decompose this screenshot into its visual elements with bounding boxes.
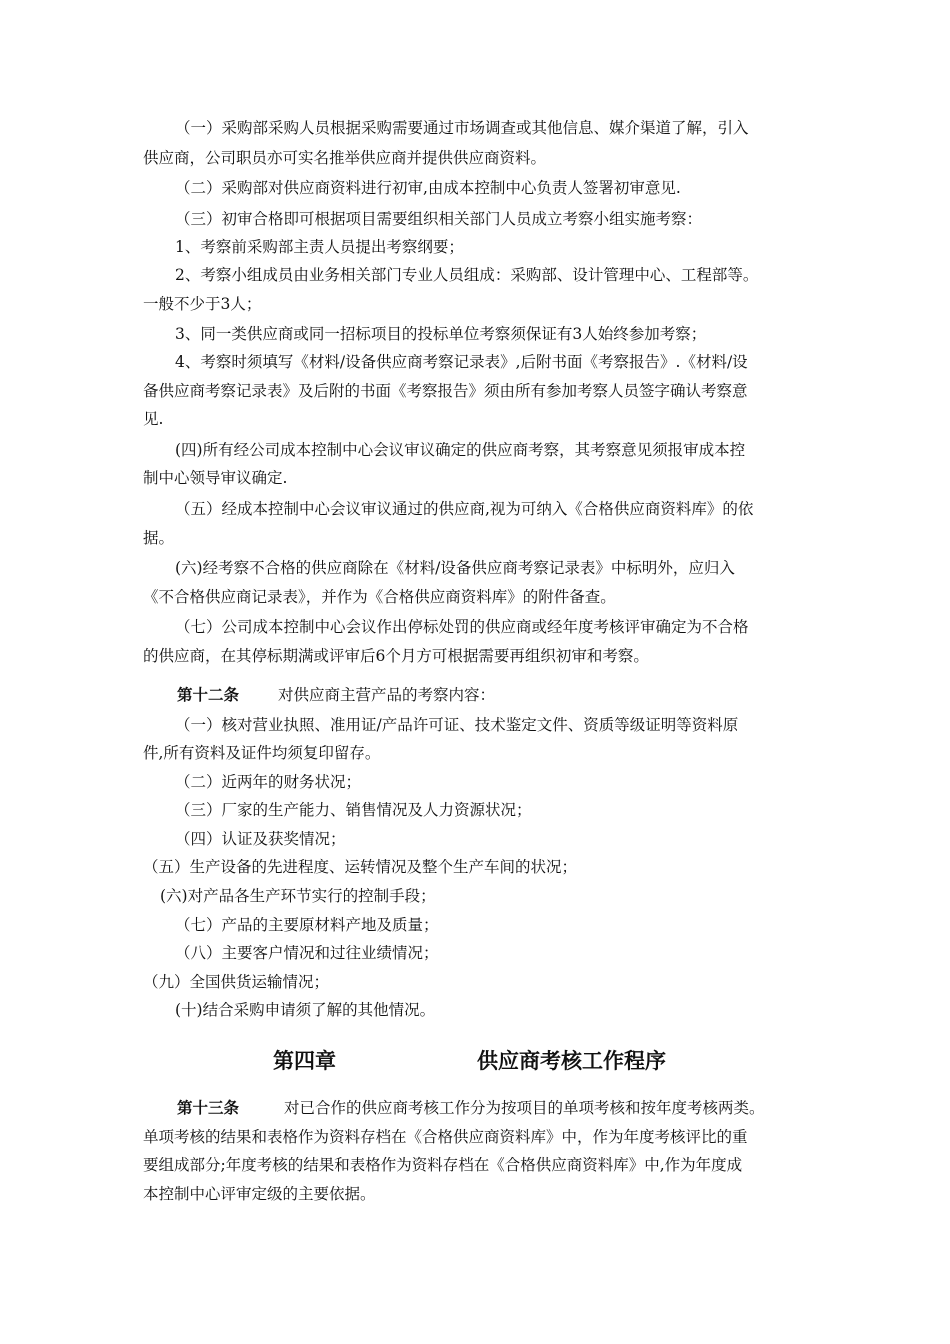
article-12-text: 对供应商主营产品的考察内容： (278, 686, 496, 704)
article-13-line: 本控制中心评审定级的主要依据。 (143, 1185, 376, 1203)
paragraph-line: 备供应商考察记录表》及后附的书面《考察报告》须由所有参加考察人员签字确认考察意 (143, 382, 748, 400)
paragraph-line: 一般不少于3人； (143, 295, 262, 313)
paragraph-line: （一）采购部采购人员根据采购需要通过市场调查或其他信息、媒介渠道了解，引入 (175, 119, 749, 137)
list-item: （四）认证及获奖情况； (175, 830, 346, 848)
article-13-line: 要组成部分;年度考核的结果和表格作为资料存档在《合格供应商资料库》中,作为年度成 (143, 1156, 743, 1174)
paragraph-line: 4、考察时须填写《材料/设备供应商考察记录表》,后附书面《考察报告》.《材料/设 (175, 353, 748, 371)
paragraph-line: 《不合格供应商记录表》，并作为《合格供应商资料库》的附件备查。 (143, 588, 616, 606)
chapter-title: 供应商考核工作程序 (477, 1049, 666, 1073)
chapter-number: 第四章 (273, 1049, 336, 1073)
list-item: (十)结合采购申请须了解的其他情况。 (175, 1001, 436, 1019)
paragraph-line: 见. (143, 410, 164, 428)
article-13-line: 单项考核的结果和表格作为资料存档在《合格供应商资料库》中，作为年度考核评比的重 (143, 1128, 748, 1146)
paragraph-line: 1、考察前采购部主责人员提出考察纲要； (175, 238, 464, 256)
paragraph-line: （三）初审合格即可根据项目需要组织相关部门人员成立考察小组实施考察： (175, 210, 703, 228)
paragraph-line: （五）经成本控制中心会议审议通过的供应商,视为可纳入《合格供应商资料库》的依 (175, 500, 754, 518)
paragraph-line: 制中心领导审议确定. (143, 469, 288, 487)
list-item: （二）近两年的财务状况； (175, 773, 362, 791)
list-item: （九）全国供货运输情况； (143, 973, 330, 991)
paragraph-line: 的供应商，在其停标期满或评审后6个月方可根据需要再组织初审和考察。 (143, 647, 649, 665)
list-item: （五）生产设备的先进程度、运转情况及整个生产车间的状况； (143, 858, 578, 876)
list-item: （七）产品的主要原材料产地及质量； (175, 916, 439, 934)
article-13-label: 第十三条 (177, 1099, 240, 1117)
paragraph-line: （二）采购部对供应商资料进行初审,由成本控制中心负责人签署初审意见. (175, 179, 681, 197)
list-item: (六)对产品各生产环节实行的控制手段； (160, 887, 436, 905)
list-item: （八）主要客户情况和过往业绩情况； (175, 944, 439, 962)
list-item: （一）核对营业执照、准用证/产品许可证、技术鉴定文件、资质等级证明等资料原 (175, 716, 739, 734)
list-item: 件,所有资料及证件均须复印留存。 (143, 744, 381, 762)
paragraph-line: 据。 (143, 529, 175, 547)
paragraph-line: 2、考察小组成员由业务相关部门专业人员组成：采购部、设计管理中心、工程部等。 (175, 266, 759, 284)
article-13-line: 对已合作的供应商考核工作分为按项目的单项考核和按年度考核两类。 (284, 1099, 765, 1117)
paragraph-line: 供应商，公司职员亦可实名推举供应商并提供供应商资料。 (143, 149, 547, 167)
paragraph-line: （七）公司成本控制中心会议作出停标处罚的供应商或经年度考核评审确定为不合格 (175, 618, 749, 636)
paragraph-line: (六)经考察不合格的供应商除在《材料/设备供应商考察记录表》中标明外，应归入 (175, 559, 735, 577)
article-12-label: 第十二条 (177, 686, 240, 704)
paragraph-line: (四)所有经公司成本控制中心会议审议确定的供应商考察，其考察意见须报审成本控 (175, 441, 746, 459)
list-item: （三）厂家的生产能力、销售情况及人力资源状况； (175, 801, 532, 819)
paragraph-line: 3、同一类供应商或同一招标项目的投标单位考察须保证有3人始终参加考察； (175, 325, 707, 343)
